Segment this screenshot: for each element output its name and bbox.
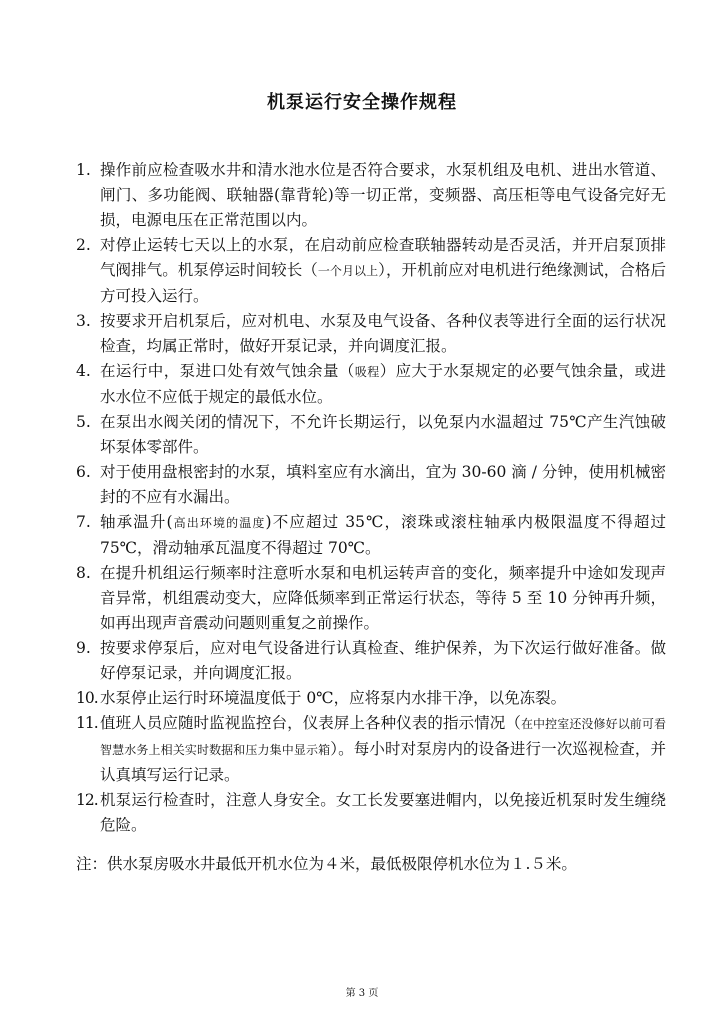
rule-number: 8. — [76, 564, 91, 582]
rule-item-5 — [76, 410, 666, 460]
rule-small-note: 一个月以上 — [317, 264, 379, 278]
rule-text-part: 在运行中，泵进口处有效气蚀余量（ — [100, 362, 355, 380]
rule-item-12 — [76, 788, 666, 838]
rule-number: 12. — [76, 791, 98, 809]
rule-item-11 — [76, 711, 666, 788]
rule-number: 3. — [76, 312, 91, 330]
rules-list — [76, 158, 666, 838]
rule-text: 在提升机组运行频率时注意听水泵和电机运转声音的变化，频率提升中途如发现声音异常，机组震动变大，应降低频率到正常运行状态，等待 5 至 10 分钟再升频，如再出现声音震动问题则重复之前操作。 — [100, 564, 666, 632]
rule-small-note: 高出环境的温度 — [172, 516, 266, 530]
rule-item-1 — [76, 158, 666, 233]
rule-text: 操作前应检查吸水井和清水池水位是否符合要求，水泵机组及电机、进出水管道、闸门、多功能阀、联轴器(靠背轮)等一切正常，变频器、高压柜等电气设备完好无损，电源电压在正常范围以内。 — [100, 161, 666, 229]
rule-text — [100, 233, 666, 309]
page-title: 机泵运行安全操作规程 — [267, 92, 457, 113]
rule-number: 11. — [76, 714, 98, 732]
rule-item-4 — [76, 359, 666, 410]
rule-text: 按要求停泵后，应对电气设备进行认真检查、维护保养，为下次运行做好准备。做好停泵记录，并向调度汇报。 — [100, 639, 666, 682]
rule-number: 2. — [76, 236, 91, 254]
rule-text: 水泵停止运行时环境温度低于 0℃，应将泵内水排干净，以免冻裂。 — [100, 689, 567, 707]
rule-item-3 — [76, 309, 666, 359]
rule-text-part: 轴承温升( — [100, 513, 173, 531]
rule-text — [100, 711, 666, 788]
rule-text-part: 值班人员应随时监视监控台，仪表屏上各种仪表的指示情况（ — [100, 714, 521, 732]
rule-small-note: 吸程 — [354, 365, 380, 379]
rule-text: 在泵出水阀关闭的情况下，不允许长期运行，以免泵内水温超过 75℃产生汽蚀破坏泵体零部件。 — [100, 413, 666, 456]
rule-text: 按要求开启机泵后，应对机电、水泵及电气设备、各种仪表等进行全面的运行状况检查，均属正常时，做好开泵记录，并向调度汇报。 — [100, 312, 666, 355]
rule-text-part: )不应超过 35℃，滚珠或滚柱轴承内极限温度不得超过 75℃，滑动轴承瓦温度不得超过 70℃。 — [100, 513, 666, 557]
water-level-note: 注：供水泵房吸水井最低开机水位为４米，最低极限停机水位为１.５米。 — [76, 855, 577, 873]
rule-text — [100, 510, 666, 561]
rule-small-note: 在中控室还没修好以前可看智慧水务上相关实时数据和压力集中显示箱 — [100, 717, 666, 757]
rule-number: 9. — [76, 639, 91, 657]
rule-text — [100, 359, 666, 410]
rule-item-9 — [76, 636, 666, 686]
rule-item-2 — [76, 233, 666, 309]
rule-item-6 — [76, 460, 666, 510]
rule-text: 机泵运行检查时，注意人身安全。女工长发要塞进帽内，以免接近机泵时发生缠绕危险。 — [100, 791, 666, 834]
rule-number: 4. — [76, 362, 91, 380]
rule-number: 1. — [76, 161, 91, 179]
rule-number: 5. — [76, 413, 91, 431]
rule-item-10 — [76, 686, 666, 711]
rule-text: 对于使用盘根密封的水泵，填料室应有水滴出，宜为 30-60 滴 / 分钟，使用机械密封的不应有水漏出。 — [100, 463, 666, 506]
rule-text-part: ）应大于水泵规定的必要气蚀余量，或进水水位不应低于规定的最低水位。 — [100, 362, 666, 406]
rule-item-7 — [76, 510, 666, 561]
page-number: 第 3 页 — [345, 988, 379, 999]
rule-item-8 — [76, 561, 666, 636]
rule-number: 10. — [76, 689, 98, 707]
rule-number: 7. — [76, 513, 91, 531]
rule-text-part: ）。每小时对泵房内的设备进行一次巡视检查，并认真填写运行记录。 — [100, 740, 666, 784]
rule-number: 6. — [76, 463, 91, 481]
rule-text-part: ），开机前应对电机进行绝缘测试，合格后方可投入运行。 — [100, 261, 666, 305]
rule-text-part: 对停止运转七天以上的水泵，在启动前应检查联轴器转动是否灵活，并开启泵顶排气阀排气。机泵停运时间较长（ — [100, 236, 666, 279]
